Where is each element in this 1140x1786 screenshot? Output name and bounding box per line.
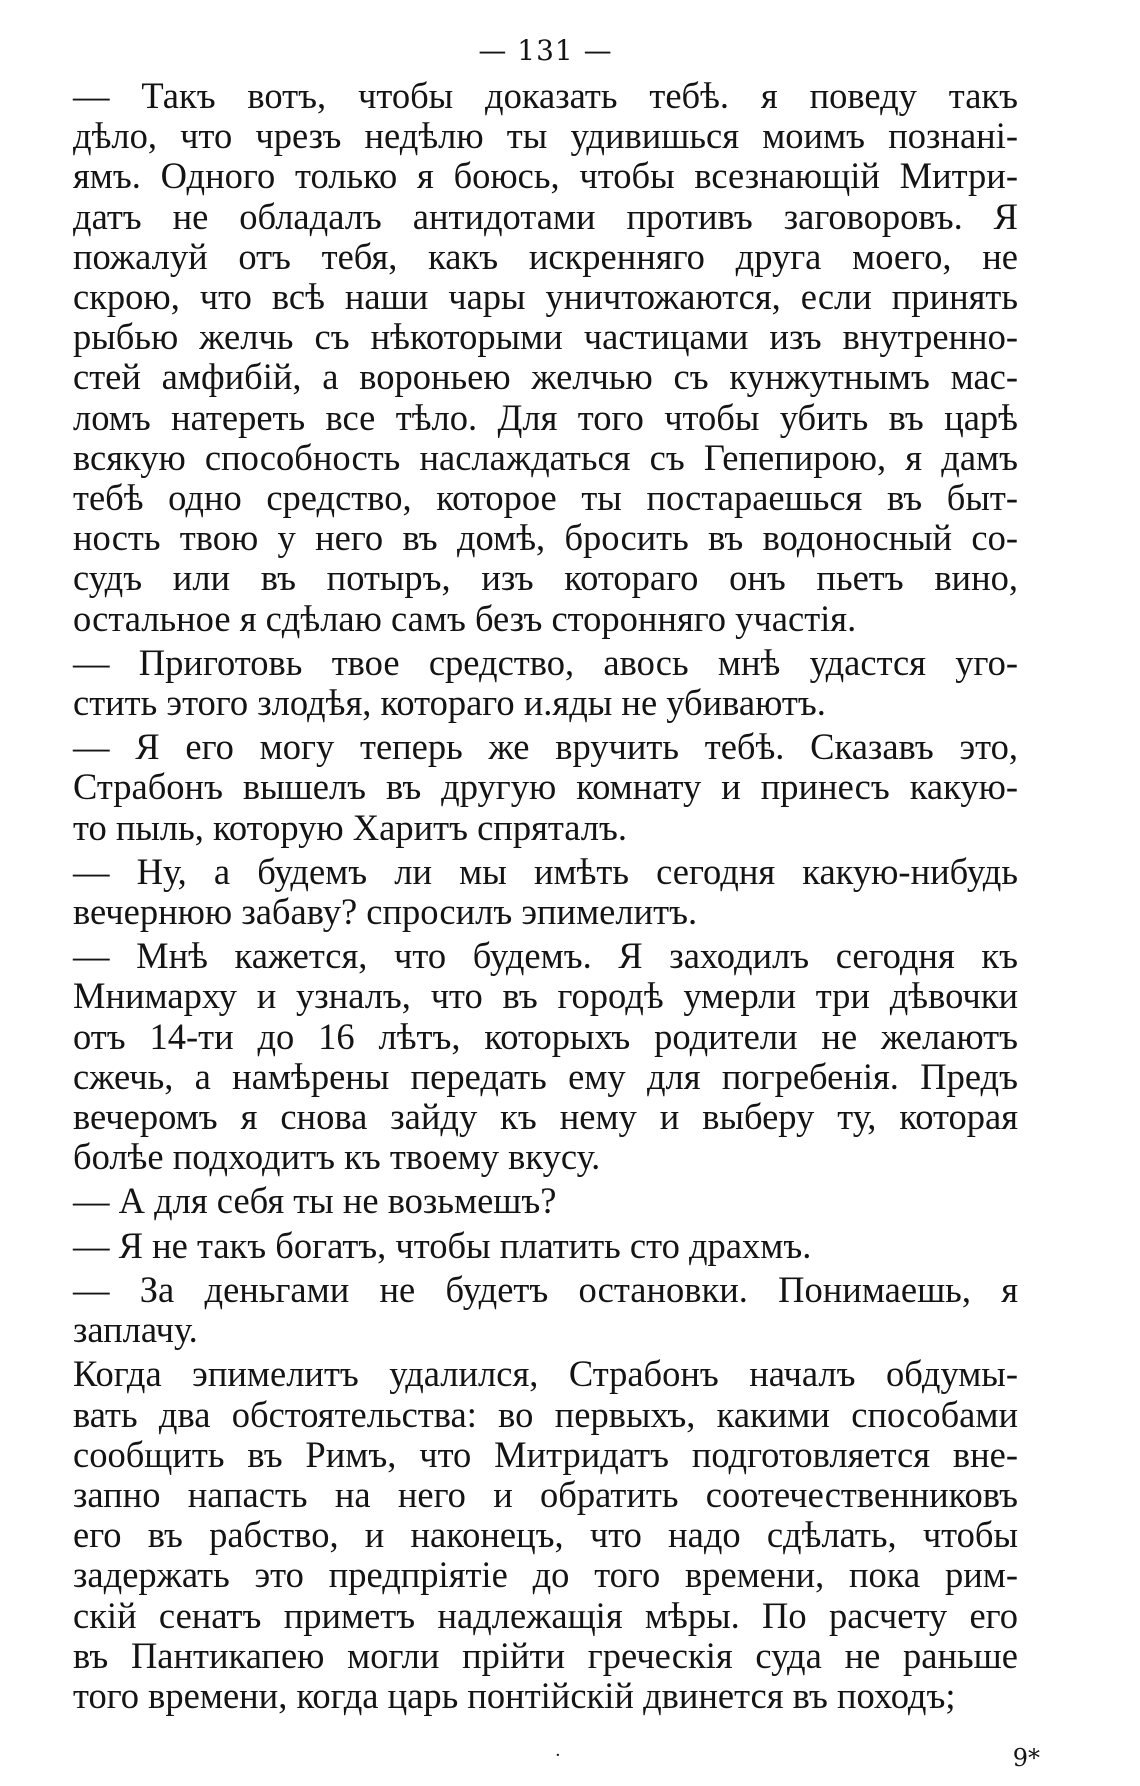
text-line: судъ или въ потыръ, изъ котораго онъ пьетъ вино, xyxy=(73,557,1018,599)
paragraph xyxy=(73,852,1018,932)
text-line: задержать это предпріятіе до того времени, пока рим- xyxy=(73,1554,1018,1596)
text-line: его въ рабство, и наконецъ, что надо сдѣлать, чтобы xyxy=(73,1514,1018,1556)
paragraph xyxy=(73,1226,1018,1266)
text-line: ломъ натереть все тѣло. Для того чтобы убить въ царѣ xyxy=(73,396,1018,438)
text-line: рыбью желчь съ нѣкоторыми частицами изъ внутренно- xyxy=(73,316,1018,358)
text-line: — Такъ вотъ, чтобы доказать тебѣ. я поведу такъ xyxy=(73,75,1018,116)
text-line: скрою, что всѣ наши чары уничтожаются, если принять xyxy=(73,276,1018,318)
text-line: ность твою у него въ домѣ, бросить въ водоносный со- xyxy=(73,517,1018,559)
text-line: — Приготовь твое средство, авось мнѣ удастся уго- xyxy=(73,641,1018,683)
text-line: дѣло, что чрезъ недѣлю ты удивишься моимъ познані- xyxy=(73,115,1018,157)
text-line: сжечь, а намѣрены передать ему для погребенія. Предъ xyxy=(73,1055,1018,1097)
text-line: вечеромъ я снова зайду къ нему и выберу ту, которая xyxy=(73,1096,1018,1138)
paragraph xyxy=(73,643,1018,723)
body-text xyxy=(73,76,1018,1716)
text-line: — Ну, а будемъ ли мы имѣть сегодня какую-нибудь xyxy=(73,850,1018,892)
text-line: запно напасть на него и обратить соотечественниковъ xyxy=(73,1473,1018,1515)
text-line: Когда эпимелитъ удалился, Страбонъ началъ обдумы- xyxy=(73,1353,1018,1395)
text-line: въ Пантикапею могли прійти греческія суда не раньше xyxy=(73,1634,1018,1676)
text-line: — За деньгами не будетъ остановки. Понимаешь, я xyxy=(73,1268,1018,1310)
stray-mark: · xyxy=(555,1745,561,1766)
text-line: — Я не такъ богатъ, чтобы платить сто драхмъ. xyxy=(73,1224,812,1266)
text-line: всякую способность наслаждаться съ Гепепирою, я дамъ xyxy=(73,436,1018,478)
text-line: — Мнѣ кажется, что будемъ. Я заходилъ сегодня къ xyxy=(73,935,1018,977)
text-line: стей амфибій, а вороньею желчью съ кунжутнымъ мас- xyxy=(73,356,1018,398)
text-line: сообщить въ Римъ, что Митридатъ подготовляется вне- xyxy=(73,1433,1018,1475)
text-line: то пыль, которую Харитъ спряталъ. xyxy=(73,806,627,848)
text-line: — А для себя ты не возьмешъ? xyxy=(73,1180,557,1222)
printer-signature: 9* xyxy=(1012,1744,1040,1772)
text-line: Мнимарху и узналъ, что въ городѣ умерли три дѣвочки xyxy=(73,975,1018,1017)
paragraph xyxy=(73,1354,1018,1716)
paragraph xyxy=(73,936,1018,1177)
paragraph xyxy=(73,727,1018,848)
paragraph xyxy=(73,76,1018,639)
text-line: вечернюю забаву? спросилъ эпимелитъ. xyxy=(73,891,698,933)
text-line: скій сенатъ приметъ надлежащія мѣры. По расчету его xyxy=(73,1594,1018,1636)
text-line: остальное я сдѣлаю самъ безъ сторонняго участія. xyxy=(73,597,857,639)
page-number: — 131 — xyxy=(478,34,613,67)
text-line: стить этого злодѣя, котораго и.яды не убиваютъ. xyxy=(73,682,826,724)
paragraph xyxy=(73,1181,1018,1221)
text-line: Страбонъ вышелъ въ другую комнату и принесъ какую- xyxy=(73,766,1018,808)
text-line: того времени, когда царь понтійскій двинется въ походъ; xyxy=(73,1674,956,1716)
book-page xyxy=(73,30,1018,1760)
text-line: вать два обстоятельства: во первыхъ, какими способами xyxy=(73,1393,1018,1435)
text-line: отъ 14-ти до 16 лѣтъ, которыхъ родители не желаютъ xyxy=(73,1015,1018,1057)
text-line: датъ не обладалъ антидотами противъ заговоровъ. Я xyxy=(73,195,1018,237)
text-line: ямъ. Одного только я боюсь, чтобы всезнающій Митри- xyxy=(73,155,1018,197)
text-line: болѣе подходитъ къ твоему вкусу. xyxy=(73,1136,601,1178)
text-line: пожалуй отъ тебя, какъ искренняго друга моего, не xyxy=(73,235,1018,277)
text-line: — Я его могу теперь же вручить тебѣ. Сказавъ это, xyxy=(73,726,1018,768)
text-line: заплачу. xyxy=(73,1309,198,1351)
text-line: тебѣ одно средство, которое ты постараешься въ быт- xyxy=(73,477,1018,519)
paragraph xyxy=(73,1270,1018,1350)
